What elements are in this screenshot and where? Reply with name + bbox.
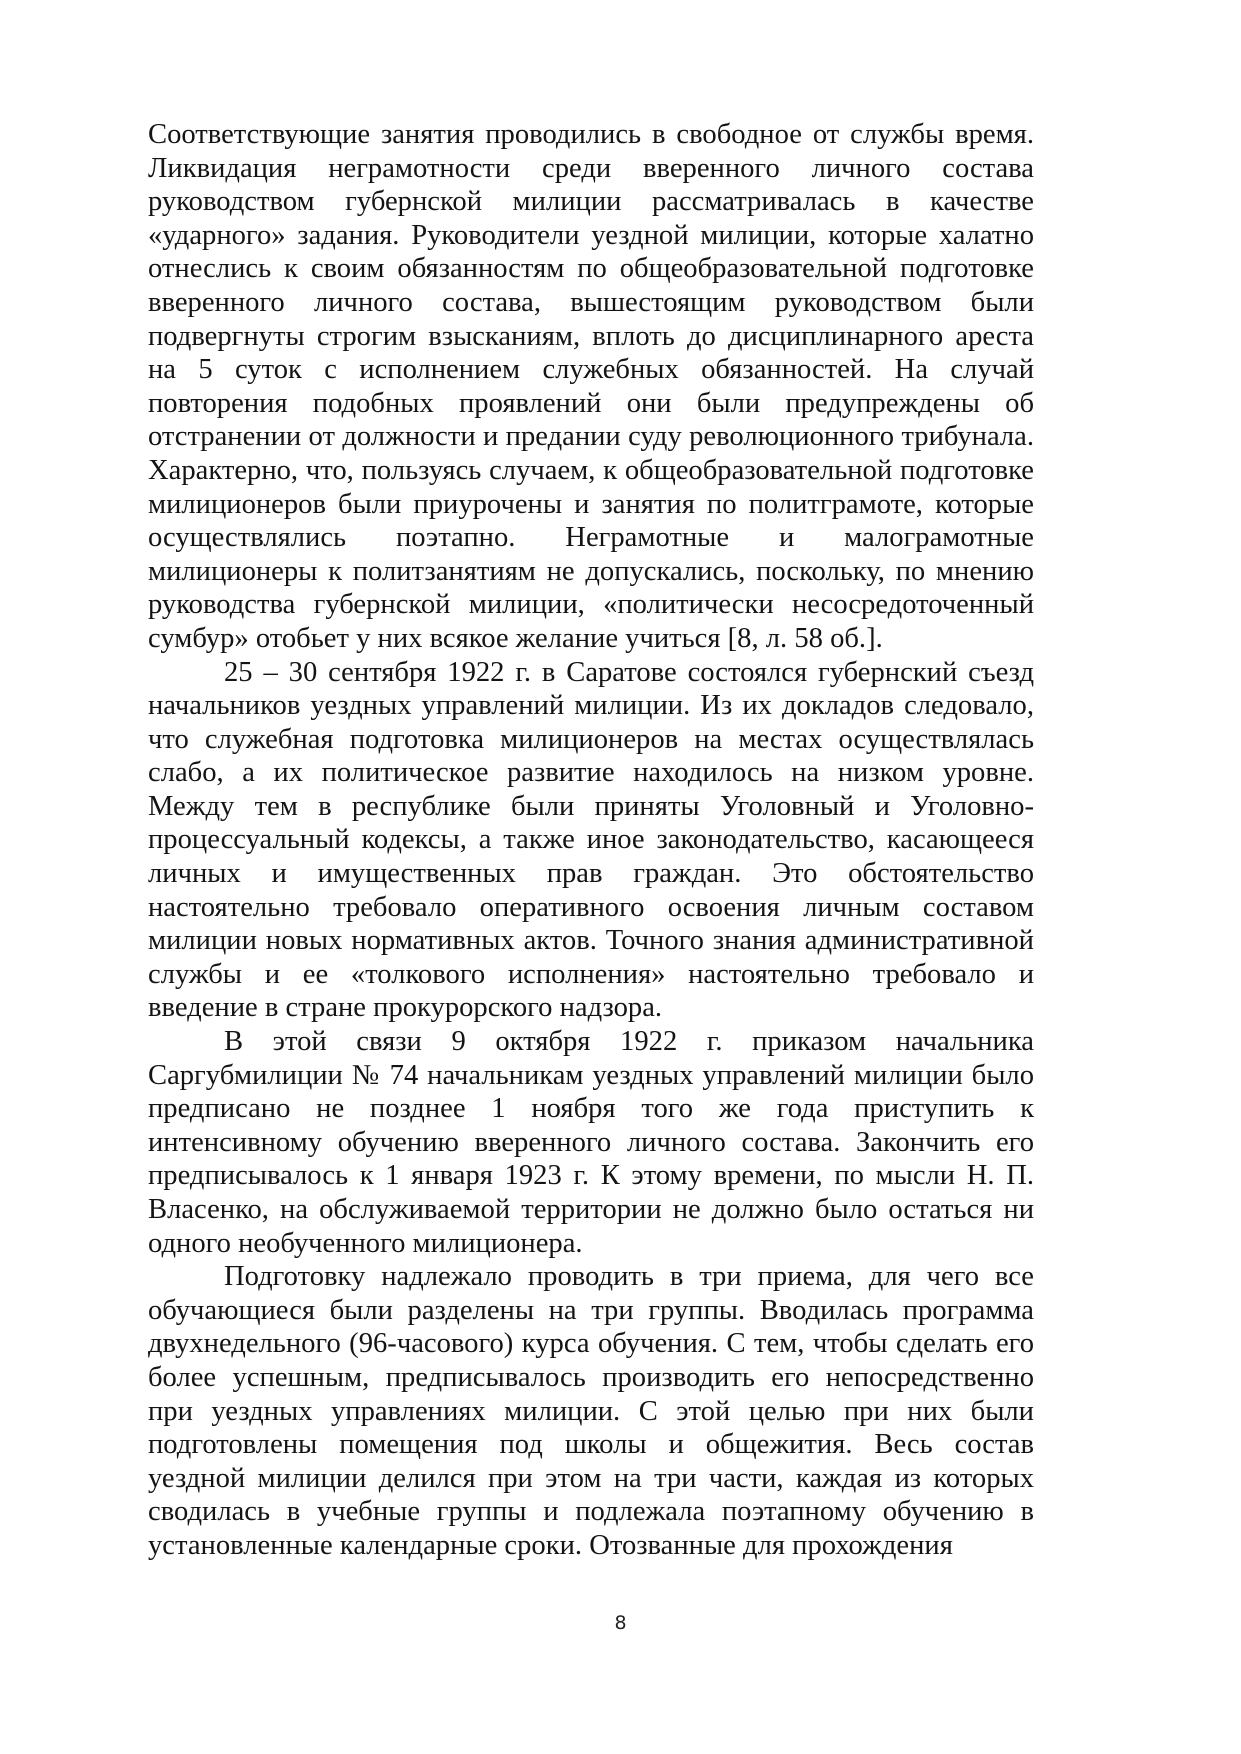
paragraph-order-74: В этой связи 9 октября 1922 г. приказом начальника Саргубмилиции № 74 начальникам уездных управлений милиции было предписано не позднее 1 ноября того же года приступить к интенсивному обучению вверенного личного состава. Закончить его предписывалось к 1 января 1923 г. К этому времени, по мысли Н. П. Власенко, на обслуживаемой территории не должно было остаться ни одного необученного милиционера. (148, 1026, 1034, 1259)
paragraph-training-program: Подготовку надлежало проводить в три приема, для чего все обучающиеся были разделены на три группы. Вводилась программа двухнедельного (96-часового) курса обучения. С тем, чтобы сделать его более успешным, предписывалось производить его непосредственно при уездных управлениях милиции. С этой целью при них были подготовлены помещения под школы и общежития. Весь состав уездной милиции делился при этом на три части, каждая из которых сводилась в учебные группы и подлежала поэтапному обучению в установленные календарные сроки. Отозванные для прохождения (148, 1261, 1034, 1561)
page-number: 8 (614, 1612, 627, 1634)
paragraph-literacy-training: Соответствующие занятия проводились в свободное от службы время. Ликвидация неграмотности среди вверенного личного состава руководством губернской милиции рассматривалась в качестве «ударного» задания. Руководители уездной милиции, которые халатно отнеслись к своим обязанностям по общеобразовательной подготовке вверенного личного состава, вышестоящим руководством были подвергнуты строгим взысканиям, вплоть до дисциплинарного ареста на 5 суток с исполнением служебных обязанностей. На случай повторения подобных проявлений они были предупреждены об отстранении от должности и предании суду революционного трибунала. Характерно, что, пользуясь случаем, к общеобразовательной подготовке милиционеров были приурочены и занятия по политграмоте, которые осуществлялись поэтапно. Неграмотные и малограмотные милиционеры к политзанятиям не допускались, поскольку, по мнению руководства губернской милиции, «политически несосредоточенный сумбур» отобьет у них всякое желание учиться [8, л. 58 об.]. (148, 119, 1034, 654)
text-body (148, 118, 1034, 1563)
paragraph-congress-1922: 25 – 30 сентября 1922 г. в Саратове состоялся губернский съезд начальников уездных управлений милиции. Из их докладов следовало, что служебная подготовка милиционеров на местах осуществлялась слабо, а их политическое развитие находилось на низком уровне. Между тем в республике были приняты Уголовный и Уголовно-процессуальный кодексы, а также иное законодательство, касающееся личных и имущественных прав граждан. Это обстоятельство настоятельно требовало оперативного освоения личным составом милиции новых нормативных актов. Точного знания административной службы и ее «толкового исполнения» настоятельно требовало и введение в стране прокурорского надзора. (148, 656, 1034, 1024)
